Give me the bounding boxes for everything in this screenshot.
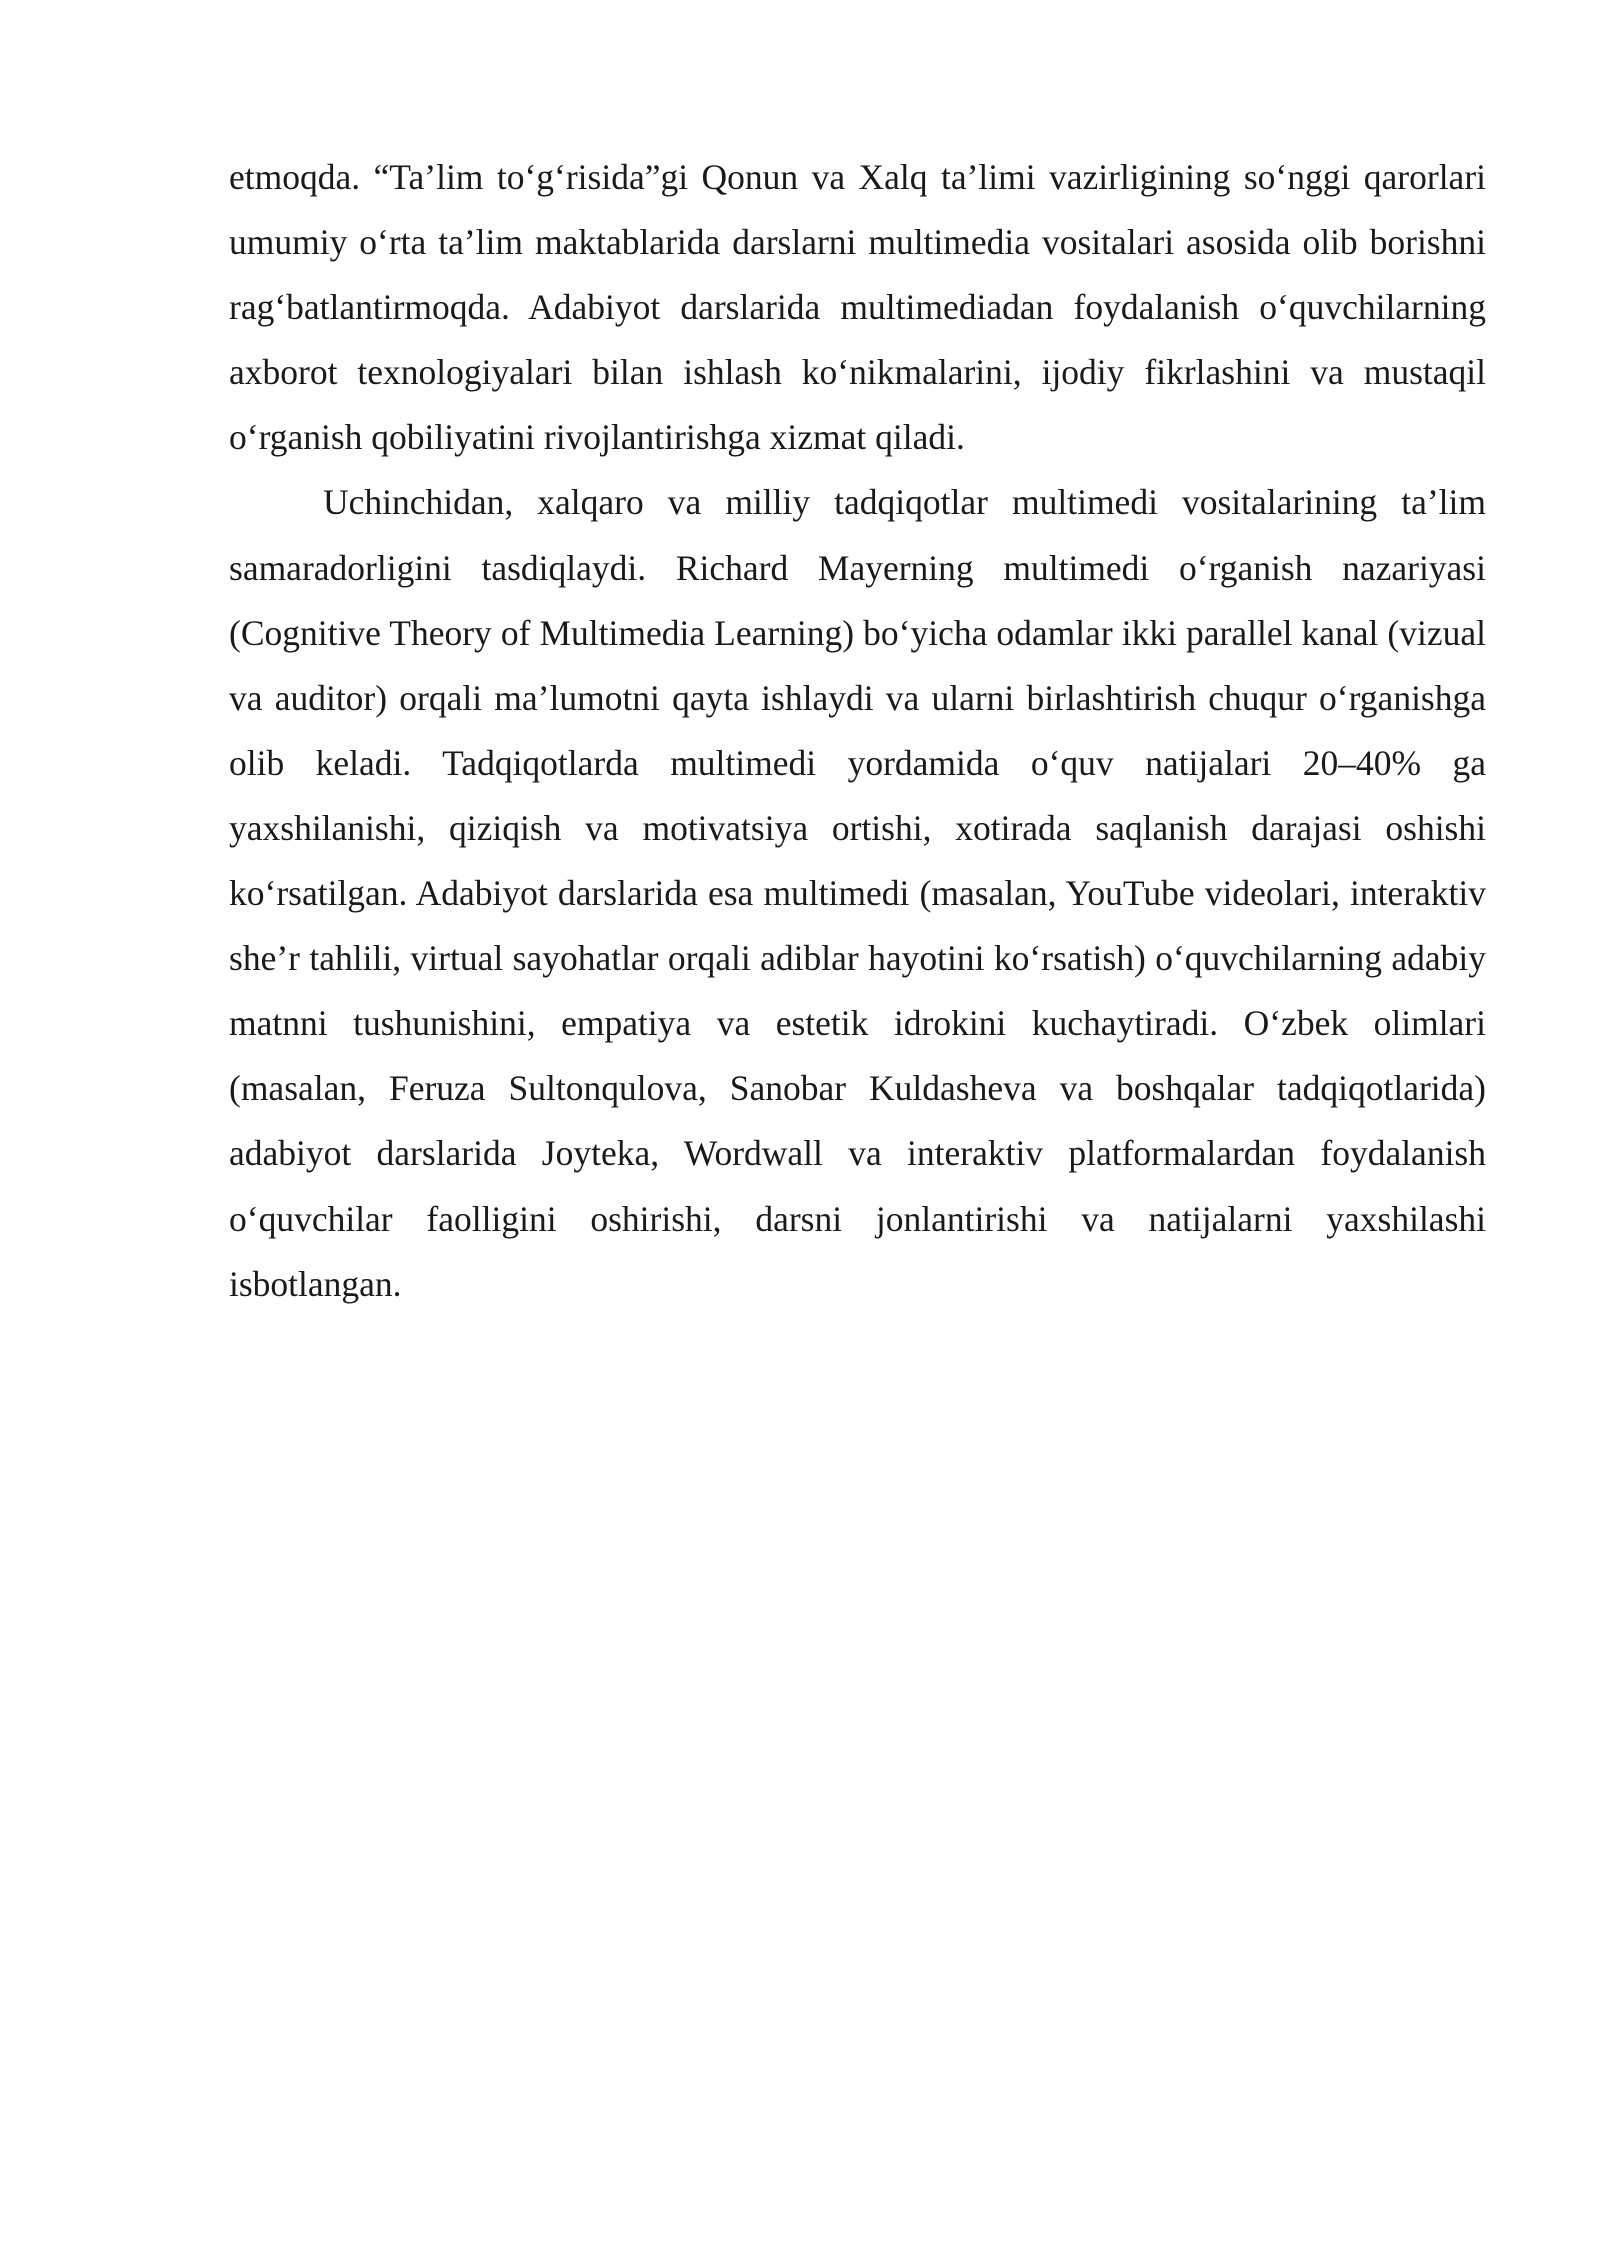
document-body [229,145,1486,1317]
paragraph-continuation: etmoqda. “Ta’lim to‘g‘risida”gi Qonun va Xalq ta’limi vazirligining so‘nggi qarorlari umumiy o‘rta ta’lim maktablarida darslarni multimedia vositalari asosida olib borishni rag‘batlantirmoqda. Adabiyot darslarida multimediadan foydalanish o‘quvchilarning axborot texnologiyalari bilan ishlash ko‘nikmalarini, ijodiy fikrlashini va mustaqil o‘rganish qobiliyatini rivojlantirishga xizmat qiladi. [229,157,1486,458]
paragraph-third-point: Uchinchidan, xalqaro va milliy tadqiqotlar multimedi vositalarining ta’lim samaradorligini tasdiqlaydi. Richard Mayerning multimedi o‘rganish nazariyasi (Cognitive Theory of Multimedia Learning) bo‘yicha odamlar ikki parallel kanal (vizual va auditor) orqali ma’lumotni qayta ishlaydi va ularni birlashtirish chuqur o‘rganishga olib keladi. Tadqiqotlarda multimedi yordamida o‘quv natijalari 20–40% ga yaxshilanishi, qiziqish va motivatsiya ortishi, xotirada saqlanish darajasi oshishi ko‘rsatilgan. Adabiyot darslarida esa multimedi (masalan, YouTube videolari, interaktiv she’r tahlili, virtual sayohatlar orqali adiblar hayotini ko‘rsatish) o‘quvchilarning adabiy matnni tushunishini, empatiya va estetik idrokini kuchaytiradi. O‘zbek olimlari (masalan, Feruza Sultonqulova, Sanobar Kuldasheva va boshqalar tadqiqotlarida) adabiyot darslarida Joyteka, Wordwall va interaktiv platformalardan foydalanish o‘quvchilar faolligini oshirishi, darsni jonlantirishi va natijalarni yaxshilashi isbotlangan. [229,482,1486,1304]
